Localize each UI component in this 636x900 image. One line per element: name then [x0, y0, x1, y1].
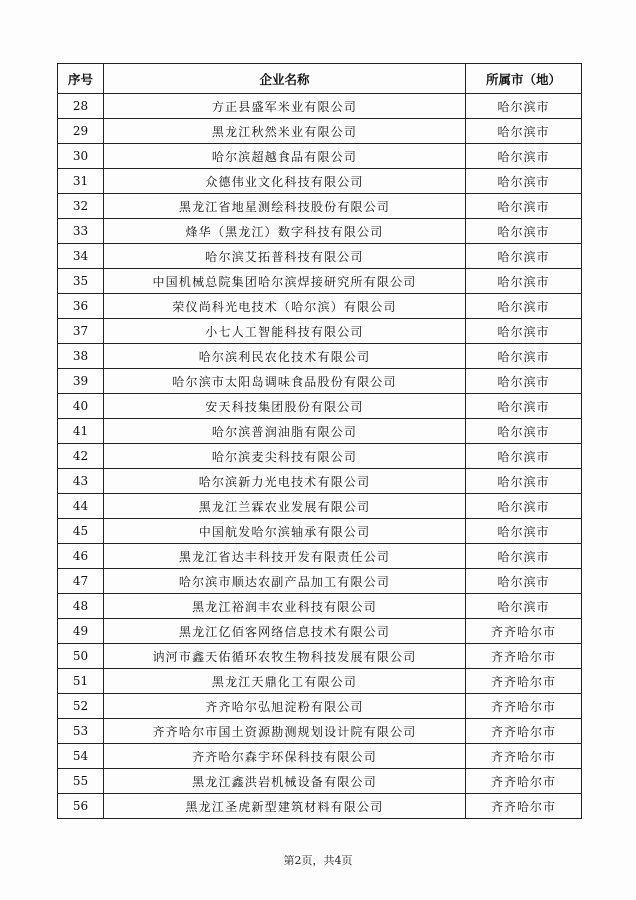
seq-cell: 33	[58, 219, 104, 244]
table-row	[58, 144, 582, 169]
city-cell: 哈尔滨市	[466, 444, 582, 469]
company-name-cell: 讷河市鑫天佑循环农牧生物科技发展有限公司	[104, 644, 466, 669]
seq-cell: 48	[58, 594, 104, 619]
seq-cell: 35	[58, 269, 104, 294]
company-name-cell: 哈尔滨普润油脂有限公司	[104, 419, 466, 444]
table-row	[58, 769, 582, 794]
seq-cell: 47	[58, 569, 104, 594]
city-cell: 哈尔滨市	[466, 519, 582, 544]
city-cell: 哈尔滨市	[466, 294, 582, 319]
company-name-cell: 荣仪尚科光电技术（哈尔滨）有限公司	[104, 294, 466, 319]
table-row	[58, 369, 582, 394]
table-row	[58, 119, 582, 144]
company-name-cell: 烽华（黑龙江）数字科技有限公司	[104, 219, 466, 244]
company-name-cell: 黑龙江鑫洪岩机械设备有限公司	[104, 769, 466, 794]
company-name-cell: 黑龙江裕润丰农业科技有限公司	[104, 594, 466, 619]
company-name-cell: 黑龙江秋然米业有限公司	[104, 119, 466, 144]
city-cell: 哈尔滨市	[466, 569, 582, 594]
city-cell: 哈尔滨市	[466, 169, 582, 194]
city-cell: 哈尔滨市	[466, 594, 582, 619]
city-cell: 哈尔滨市	[466, 144, 582, 169]
company-name-cell: 哈尔滨艾拓普科技有限公司	[104, 244, 466, 269]
seq-cell: 40	[58, 394, 104, 419]
company-name-cell: 小七人工智能科技有限公司	[104, 319, 466, 344]
seq-cell: 55	[58, 769, 104, 794]
table-row	[58, 169, 582, 194]
seq-cell: 49	[58, 619, 104, 644]
table-row	[58, 294, 582, 319]
city-cell: 哈尔滨市	[466, 94, 582, 119]
table-row	[58, 494, 582, 519]
table-row	[58, 619, 582, 644]
seq-cell: 37	[58, 319, 104, 344]
city-cell: 齐齐哈尔市	[466, 644, 582, 669]
seq-cell: 51	[58, 669, 104, 694]
seq-cell: 32	[58, 194, 104, 219]
seq-cell: 46	[58, 544, 104, 569]
company-name-cell: 哈尔滨超越食品有限公司	[104, 144, 466, 169]
company-name-cell: 齐齐哈尔市国土资源勘测规划设计院有限公司	[104, 719, 466, 744]
table-row	[58, 744, 582, 769]
table-row	[58, 244, 582, 269]
seq-cell: 54	[58, 744, 104, 769]
header-name: 企业名称	[104, 64, 466, 94]
company-name-cell: 众德伟业文化科技有限公司	[104, 169, 466, 194]
table-row	[58, 519, 582, 544]
header-city: 所属市（地）	[466, 64, 582, 94]
city-cell: 哈尔滨市	[466, 394, 582, 419]
company-name-cell: 哈尔滨市顺达农副产品加工有限公司	[104, 569, 466, 594]
enterprise-table	[57, 63, 582, 819]
table-row	[58, 644, 582, 669]
company-name-cell: 安天科技集团股份有限公司	[104, 394, 466, 419]
seq-cell: 42	[58, 444, 104, 469]
table-row	[58, 469, 582, 494]
city-cell: 齐齐哈尔市	[466, 769, 582, 794]
seq-cell: 43	[58, 469, 104, 494]
table-row	[58, 194, 582, 219]
company-name-cell: 中国机械总院集团哈尔滨焊接研究所有限公司	[104, 269, 466, 294]
company-name-cell: 哈尔滨麦尖科技有限公司	[104, 444, 466, 469]
table-row	[58, 444, 582, 469]
company-name-cell: 中国航发哈尔滨轴承有限公司	[104, 519, 466, 544]
company-name-cell: 齐齐哈尔森宇环保科技有限公司	[104, 744, 466, 769]
city-cell: 哈尔滨市	[466, 469, 582, 494]
table-row	[58, 669, 582, 694]
table-row	[58, 219, 582, 244]
city-cell: 哈尔滨市	[466, 319, 582, 344]
seq-cell: 52	[58, 694, 104, 719]
table-row	[58, 394, 582, 419]
table-row	[58, 344, 582, 369]
city-cell: 哈尔滨市	[466, 544, 582, 569]
company-name-cell: 黑龙江省地星测绘科技股份有限公司	[104, 194, 466, 219]
company-name-cell: 哈尔滨新力光电技术有限公司	[104, 469, 466, 494]
city-cell: 齐齐哈尔市	[466, 669, 582, 694]
city-cell: 哈尔滨市	[466, 194, 582, 219]
company-name-cell: 方正县盛军米业有限公司	[104, 94, 466, 119]
seq-cell: 29	[58, 119, 104, 144]
seq-cell: 34	[58, 244, 104, 269]
table-row	[58, 94, 582, 119]
city-cell: 齐齐哈尔市	[466, 794, 582, 819]
city-cell: 哈尔滨市	[466, 344, 582, 369]
city-cell: 齐齐哈尔市	[466, 719, 582, 744]
seq-cell: 28	[58, 94, 104, 119]
seq-cell: 31	[58, 169, 104, 194]
city-cell: 齐齐哈尔市	[466, 744, 582, 769]
city-cell: 哈尔滨市	[466, 219, 582, 244]
page-number: 第2页，共4页	[283, 854, 353, 867]
table-row	[58, 694, 582, 719]
company-name-cell: 黑龙江天鼎化工有限公司	[104, 669, 466, 694]
city-cell: 哈尔滨市	[466, 494, 582, 519]
header-seq: 序号	[58, 64, 104, 94]
city-cell: 齐齐哈尔市	[466, 694, 582, 719]
seq-cell: 36	[58, 294, 104, 319]
table-header-row	[58, 64, 582, 94]
seq-cell: 38	[58, 344, 104, 369]
seq-cell: 56	[58, 794, 104, 819]
seq-cell: 41	[58, 419, 104, 444]
company-name-cell: 齐齐哈尔弘旭淀粉有限公司	[104, 694, 466, 719]
table-row	[58, 269, 582, 294]
company-name-cell: 黑龙江省达丰科技开发有限责任公司	[104, 544, 466, 569]
company-name-cell: 黑龙江兰霖农业发展有限公司	[104, 494, 466, 519]
city-cell: 哈尔滨市	[466, 369, 582, 394]
seq-cell: 30	[58, 144, 104, 169]
table-row	[58, 544, 582, 569]
company-name-cell: 哈尔滨利民农化技术有限公司	[104, 344, 466, 369]
seq-cell: 44	[58, 494, 104, 519]
seq-cell: 39	[58, 369, 104, 394]
table-row	[58, 419, 582, 444]
city-cell: 齐齐哈尔市	[466, 619, 582, 644]
city-cell: 哈尔滨市	[466, 269, 582, 294]
city-cell: 哈尔滨市	[466, 419, 582, 444]
seq-cell: 50	[58, 644, 104, 669]
seq-cell: 45	[58, 519, 104, 544]
city-cell: 哈尔滨市	[466, 244, 582, 269]
company-name-cell: 黑龙江圣虎新型建筑材料有限公司	[104, 794, 466, 819]
table-row	[58, 319, 582, 344]
company-name-cell: 黑龙江亿佰客网络信息技术有限公司	[104, 619, 466, 644]
table-row	[58, 594, 582, 619]
company-name-cell: 哈尔滨市太阳岛调味食品股份有限公司	[104, 369, 466, 394]
table-row	[58, 569, 582, 594]
table-row	[58, 719, 582, 744]
city-cell: 哈尔滨市	[466, 119, 582, 144]
table-row	[58, 794, 582, 819]
seq-cell: 53	[58, 719, 104, 744]
